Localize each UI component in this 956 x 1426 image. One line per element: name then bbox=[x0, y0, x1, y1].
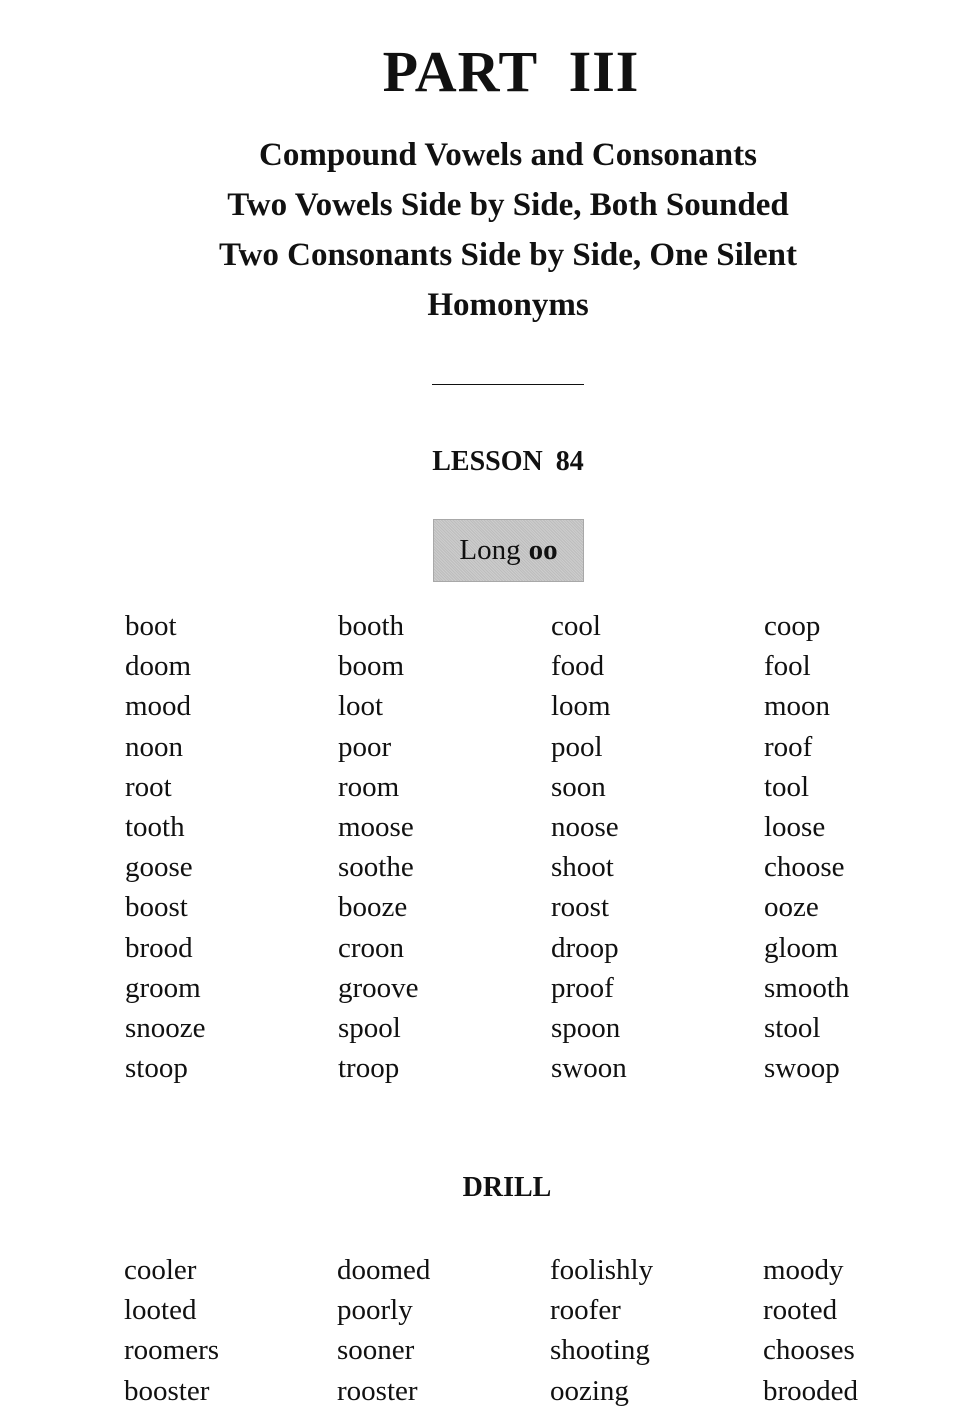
word-cell: soon bbox=[551, 770, 606, 803]
word-cell: moon bbox=[764, 690, 831, 723]
word-cell: coop bbox=[764, 610, 821, 642]
word-cell: loot bbox=[338, 690, 384, 723]
word-cell: cool bbox=[551, 610, 601, 642]
subtitle-line: Two Consonants Side by Side, One Silent bbox=[219, 237, 797, 273]
word-cell: boom bbox=[338, 650, 405, 683]
word-cell: cooler bbox=[124, 1254, 197, 1286]
subtitle-list bbox=[0, 130, 956, 330]
word-cell: troop bbox=[338, 1052, 400, 1085]
word-cell: roomers bbox=[124, 1334, 220, 1367]
word-cell: groom bbox=[125, 971, 201, 1004]
word-cell: tooth bbox=[125, 810, 185, 843]
word-cell: shoot bbox=[551, 851, 614, 884]
word-cell: poorly bbox=[337, 1294, 413, 1327]
word-cell: rooted bbox=[763, 1294, 838, 1327]
word-cell: swoon bbox=[551, 1052, 627, 1085]
word-cell: goose bbox=[125, 851, 193, 884]
word-cell: spool bbox=[338, 1011, 401, 1044]
word-cell: soothe bbox=[338, 851, 414, 884]
word-cell: tool bbox=[764, 770, 810, 803]
word-cell: noose bbox=[551, 810, 619, 843]
word-cell: swoop bbox=[764, 1052, 840, 1085]
subtitle-line: Compound Vowels and Consonants bbox=[259, 137, 757, 173]
word-cell: poor bbox=[338, 730, 392, 763]
lesson-word-grid bbox=[125, 606, 956, 1088]
sound-box bbox=[433, 519, 584, 582]
word-cell: sooner bbox=[337, 1334, 415, 1367]
word-cell: moose bbox=[338, 810, 414, 843]
word-cell: stoop bbox=[125, 1052, 188, 1085]
section-divider bbox=[432, 384, 584, 385]
word-cell: brooded bbox=[763, 1374, 859, 1407]
word-cell: noon bbox=[125, 730, 183, 763]
word-cell: loose bbox=[764, 810, 826, 843]
word-cell: groove bbox=[338, 971, 419, 1004]
word-cell: booze bbox=[338, 891, 408, 924]
word-cell: pool bbox=[551, 730, 603, 763]
word-cell: choose bbox=[764, 851, 845, 884]
sound-box-letters: oo bbox=[528, 534, 558, 566]
word-cell: ooze bbox=[764, 891, 819, 924]
word-cell: moody bbox=[763, 1254, 844, 1286]
drill-word-grid bbox=[124, 1250, 956, 1411]
word-cell: booth bbox=[338, 610, 405, 642]
word-cell: doomed bbox=[337, 1254, 431, 1286]
word-cell: rooster bbox=[337, 1374, 418, 1407]
sound-box-prefix: Long bbox=[459, 534, 521, 566]
word-cell: mood bbox=[125, 690, 192, 723]
word-cell: fool bbox=[764, 650, 811, 683]
word-cell: booster bbox=[124, 1374, 210, 1407]
word-cell: stool bbox=[764, 1011, 821, 1044]
word-cell: brood bbox=[125, 931, 193, 964]
word-cell: foolishly bbox=[550, 1254, 654, 1286]
word-cell: boost bbox=[125, 891, 188, 924]
word-cell: roost bbox=[551, 891, 609, 924]
word-cell: croon bbox=[338, 931, 405, 964]
word-cell: roof bbox=[764, 730, 813, 763]
word-cell: oozing bbox=[550, 1374, 629, 1407]
drill-title: DRILL bbox=[462, 1172, 552, 1203]
word-cell: loom bbox=[551, 690, 611, 723]
word-cell: proof bbox=[551, 971, 614, 1004]
lesson-title: LESSON 84 bbox=[432, 446, 584, 477]
word-cell: droop bbox=[551, 931, 619, 964]
word-cell: chooses bbox=[763, 1334, 855, 1367]
word-cell: food bbox=[551, 650, 605, 683]
part-title: PART III bbox=[382, 39, 640, 104]
word-cell: root bbox=[125, 770, 172, 803]
word-cell: room bbox=[338, 770, 400, 803]
subtitle-line: Two Vowels Side by Side, Both Sounded bbox=[227, 187, 789, 223]
word-cell: snooze bbox=[125, 1011, 206, 1044]
subtitle-line: Homonyms bbox=[427, 287, 589, 323]
word-cell: spoon bbox=[551, 1011, 621, 1044]
word-cell: looted bbox=[124, 1294, 197, 1327]
word-cell: doom bbox=[125, 650, 192, 683]
word-cell: boot bbox=[125, 610, 177, 642]
word-cell: gloom bbox=[764, 931, 839, 964]
word-cell: roofer bbox=[550, 1294, 621, 1327]
word-cell: smooth bbox=[764, 971, 850, 1004]
word-cell: shooting bbox=[550, 1334, 650, 1367]
